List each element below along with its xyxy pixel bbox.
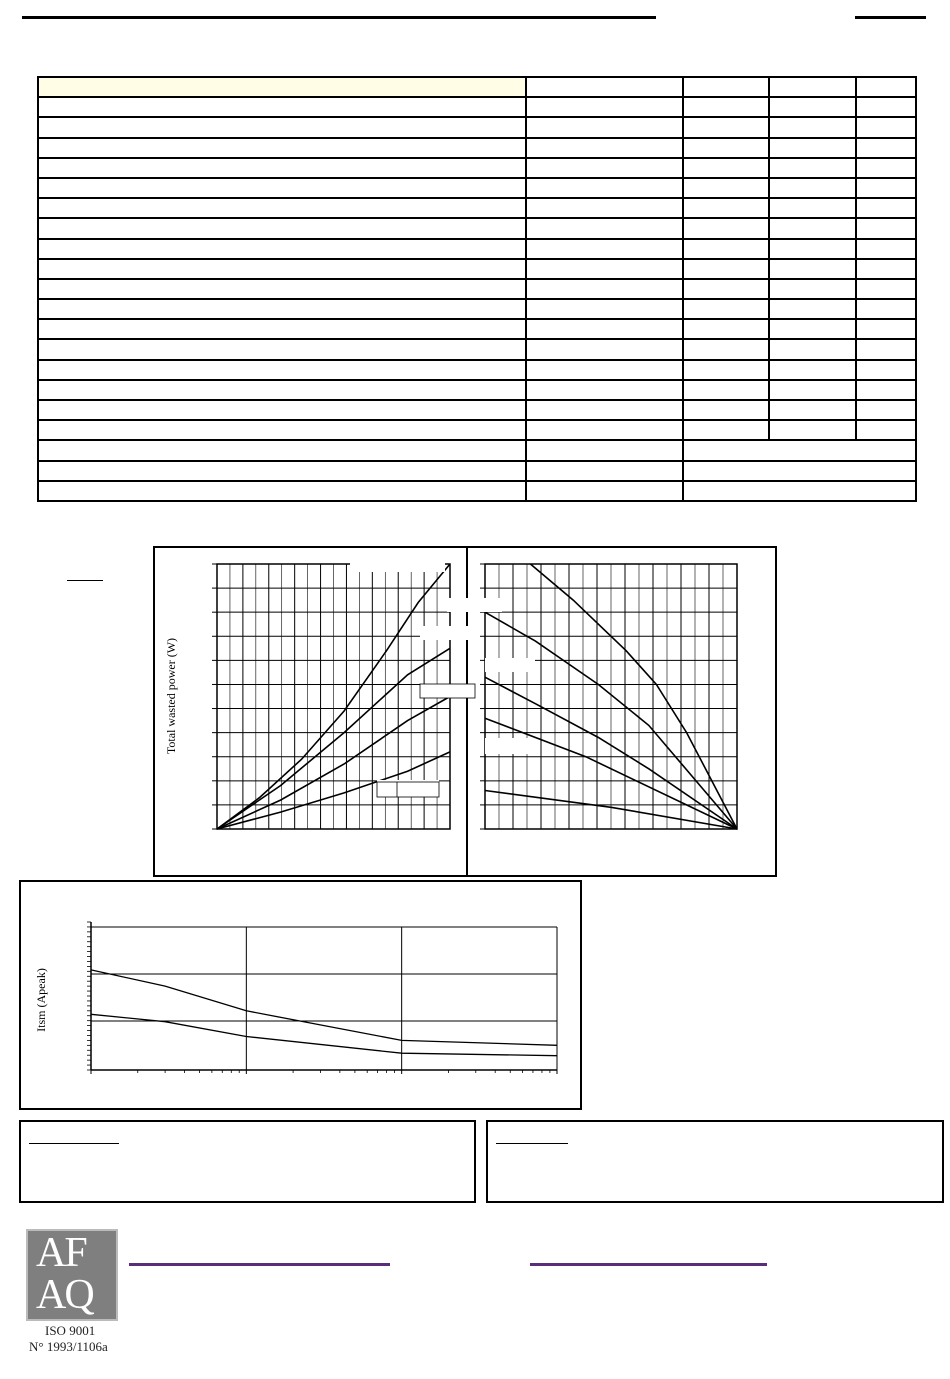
spec-cell bbox=[683, 97, 769, 117]
spec-cell bbox=[769, 117, 856, 137]
spec-row bbox=[38, 259, 916, 279]
spec-cell bbox=[38, 481, 526, 501]
spec-row bbox=[38, 117, 916, 137]
spec-row bbox=[38, 178, 916, 198]
spec-cell bbox=[38, 360, 526, 380]
spec-cell bbox=[683, 77, 769, 97]
spec-row bbox=[38, 481, 916, 501]
spec-cell bbox=[856, 279, 916, 299]
afaq-logo bbox=[26, 1229, 118, 1321]
spec-row bbox=[38, 198, 916, 218]
label-mask bbox=[420, 684, 475, 698]
spec-cell bbox=[769, 239, 856, 259]
spec-cell bbox=[856, 400, 916, 420]
series-line-1 bbox=[530, 564, 737, 829]
spec-cell bbox=[683, 198, 769, 218]
spec-cell bbox=[856, 380, 916, 400]
spec-cell bbox=[526, 218, 683, 238]
spec-cell bbox=[683, 380, 769, 400]
spec-cell bbox=[38, 178, 526, 198]
spec-cell bbox=[526, 481, 683, 501]
spec-cell bbox=[683, 117, 769, 137]
label-mask bbox=[447, 598, 502, 612]
spec-row bbox=[38, 138, 916, 158]
spec-table bbox=[37, 76, 917, 502]
side-label-line bbox=[67, 580, 103, 581]
iso-cert-line2: N° 1993/1106a bbox=[29, 1339, 108, 1354]
spec-cell bbox=[526, 158, 683, 178]
note-left-heading-line bbox=[29, 1143, 119, 1144]
spec-cell bbox=[526, 279, 683, 299]
spec-cell bbox=[683, 239, 769, 259]
spec-cell bbox=[856, 299, 916, 319]
spec-cell bbox=[683, 440, 916, 460]
label-mask bbox=[485, 738, 530, 754]
spec-cell bbox=[683, 339, 769, 359]
spec-cell bbox=[526, 440, 683, 460]
spec-cell bbox=[683, 218, 769, 238]
spec-cell bbox=[769, 178, 856, 198]
spec-cell bbox=[38, 420, 526, 440]
spec-cell bbox=[856, 117, 916, 137]
spec-cell bbox=[526, 259, 683, 279]
note-box-left bbox=[19, 1120, 476, 1203]
spec-cell bbox=[38, 319, 526, 339]
spec-row bbox=[38, 339, 916, 359]
spec-cell bbox=[38, 461, 526, 481]
spec-cell bbox=[769, 259, 856, 279]
spec-cell bbox=[526, 461, 683, 481]
spec-cell bbox=[526, 198, 683, 218]
spec-cell bbox=[683, 360, 769, 380]
power-plot-1 bbox=[480, 564, 737, 829]
spec-cell bbox=[38, 239, 526, 259]
spec-cell bbox=[683, 461, 916, 481]
spec-cell bbox=[38, 218, 526, 238]
header-rule-right bbox=[855, 16, 926, 19]
spec-cell bbox=[769, 77, 856, 97]
spec-row bbox=[38, 279, 916, 299]
spec-cell bbox=[526, 339, 683, 359]
spec-cell bbox=[769, 400, 856, 420]
spec-cell bbox=[856, 178, 916, 198]
spec-cell bbox=[526, 239, 683, 259]
spec-cell bbox=[526, 400, 683, 420]
spec-cell bbox=[769, 319, 856, 339]
power-chart-panel bbox=[153, 546, 777, 877]
spec-cell bbox=[38, 259, 526, 279]
spec-cell bbox=[856, 77, 916, 97]
surge-y-axis-label: Itsm (Apeak) bbox=[34, 968, 48, 1032]
spec-cell bbox=[683, 299, 769, 319]
label-mask bbox=[350, 558, 445, 572]
spec-cell bbox=[769, 299, 856, 319]
spec-cell bbox=[38, 299, 526, 319]
surge-chart-panel bbox=[19, 880, 582, 1110]
power-y-axis-label: Total wasted power (W) bbox=[164, 637, 178, 755]
spec-cell bbox=[526, 178, 683, 198]
spec-row bbox=[38, 420, 916, 440]
spec-cell bbox=[38, 117, 526, 137]
spec-cell bbox=[38, 279, 526, 299]
spec-cell bbox=[856, 319, 916, 339]
spec-row bbox=[38, 218, 916, 238]
spec-cell bbox=[856, 198, 916, 218]
spec-cell bbox=[526, 360, 683, 380]
spec-cell bbox=[769, 218, 856, 238]
spec-row bbox=[38, 239, 916, 259]
spec-cell bbox=[683, 319, 769, 339]
spec-cell bbox=[38, 198, 526, 218]
spec-cell bbox=[856, 97, 916, 117]
spec-cell bbox=[769, 97, 856, 117]
spec-cell bbox=[683, 178, 769, 198]
spec-cell bbox=[526, 380, 683, 400]
spec-cell bbox=[38, 339, 526, 359]
spec-cell bbox=[856, 259, 916, 279]
spec-cell bbox=[38, 400, 526, 420]
header-rule-left bbox=[22, 16, 656, 19]
spec-cell bbox=[769, 360, 856, 380]
spec-cell bbox=[856, 158, 916, 178]
spec-cell bbox=[856, 138, 916, 158]
spec-cell bbox=[856, 360, 916, 380]
label-mask bbox=[485, 658, 535, 672]
note-box-right bbox=[486, 1120, 944, 1203]
spec-cell bbox=[683, 158, 769, 178]
spec-cell bbox=[38, 77, 526, 97]
spec-cell bbox=[769, 420, 856, 440]
spec-cell bbox=[526, 117, 683, 137]
spec-row bbox=[38, 400, 916, 420]
spec-cell bbox=[526, 97, 683, 117]
legend-box bbox=[377, 782, 439, 797]
spec-cell bbox=[683, 279, 769, 299]
spec-row bbox=[38, 440, 916, 460]
spec-cell bbox=[38, 138, 526, 158]
footer-rule-left bbox=[129, 1263, 390, 1266]
spec-cell bbox=[769, 138, 856, 158]
spec-cell bbox=[526, 77, 683, 97]
logo-line2: AQ bbox=[36, 1272, 93, 1318]
spec-row bbox=[38, 319, 916, 339]
spec-cell bbox=[769, 339, 856, 359]
spec-cell bbox=[683, 138, 769, 158]
surge-series-upper bbox=[91, 970, 557, 1045]
spec-cell bbox=[769, 158, 856, 178]
spec-row bbox=[38, 299, 916, 319]
spec-cell bbox=[683, 400, 769, 420]
spec-cell bbox=[856, 239, 916, 259]
spec-cell bbox=[769, 198, 856, 218]
note-right-heading-line bbox=[496, 1143, 568, 1144]
spec-cell bbox=[856, 218, 916, 238]
spec-cell bbox=[526, 420, 683, 440]
spec-cell bbox=[769, 279, 856, 299]
spec-row bbox=[38, 77, 916, 97]
surge-chart bbox=[21, 882, 580, 1108]
spec-row bbox=[38, 380, 916, 400]
spec-row bbox=[38, 461, 916, 481]
spec-cell bbox=[526, 138, 683, 158]
power-chart bbox=[155, 548, 775, 875]
spec-row bbox=[38, 360, 916, 380]
label-mask bbox=[420, 626, 470, 640]
spec-cell bbox=[683, 420, 769, 440]
spec-cell bbox=[38, 158, 526, 178]
iso-cert-line1: ISO 9001 bbox=[45, 1323, 96, 1338]
spec-cell bbox=[526, 319, 683, 339]
spec-cell bbox=[38, 440, 526, 460]
logo-line1: AF bbox=[36, 1230, 86, 1276]
spec-cell bbox=[526, 299, 683, 319]
spec-row bbox=[38, 97, 916, 117]
spec-cell bbox=[38, 97, 526, 117]
spec-row bbox=[38, 158, 916, 178]
spec-cell bbox=[38, 380, 526, 400]
spec-cell bbox=[856, 339, 916, 359]
spec-cell bbox=[683, 259, 769, 279]
spec-cell bbox=[683, 481, 916, 501]
footer-rule-right bbox=[530, 1263, 767, 1266]
spec-cell bbox=[769, 380, 856, 400]
spec-cell bbox=[856, 420, 916, 440]
